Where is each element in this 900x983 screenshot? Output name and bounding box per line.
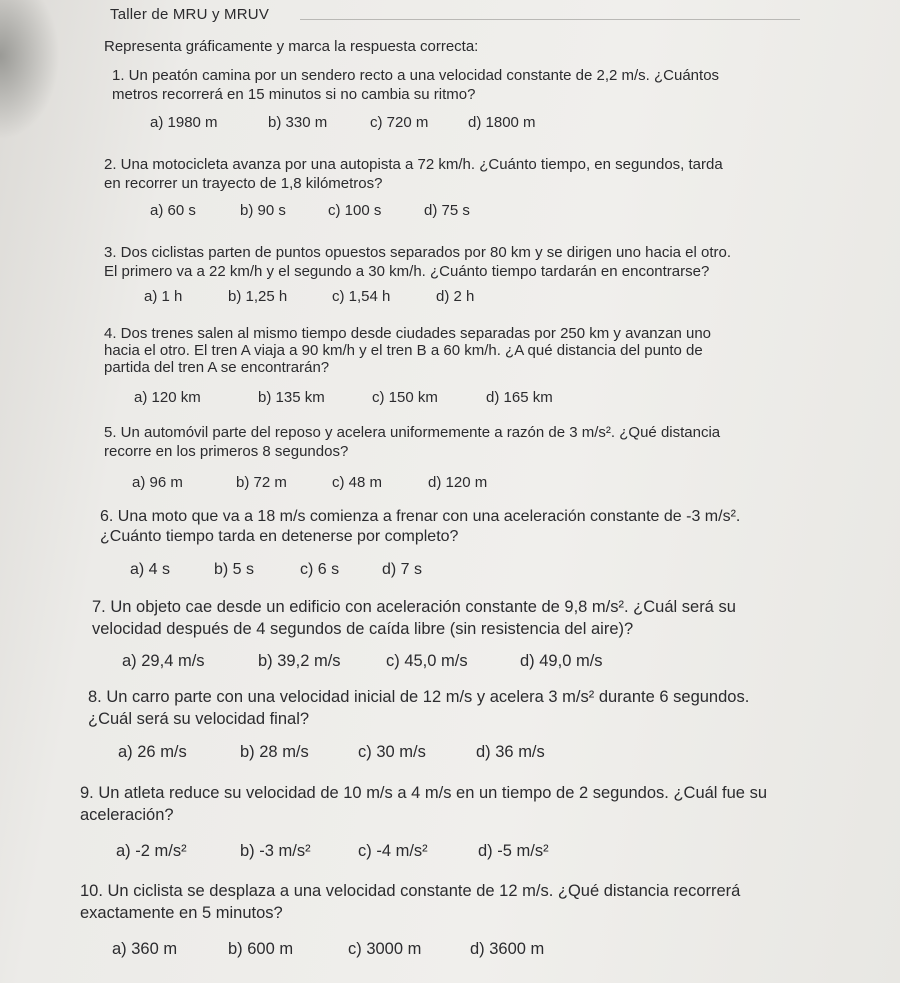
question-line: 1. Un peatón camina por un sendero recto a una velocidad constante de 2,2 m/s. ¿Cuántos <box>112 67 720 84</box>
option-a[interactable]: a) 29,4 m/s <box>122 652 205 670</box>
question-line: El primero va a 22 km/h y el segundo a 30 km/h. ¿Cuánto tiempo tardarán en encontrarse? <box>104 263 710 280</box>
worksheet-title: Taller de MRU y MRUV <box>110 6 270 23</box>
option-c[interactable]: c) 150 km <box>372 389 438 406</box>
option-d[interactable]: d) 75 s <box>424 202 470 219</box>
page-edge-shadow <box>0 0 60 140</box>
option-d[interactable]: d) 7 s <box>382 561 423 578</box>
title-underline <box>300 19 800 20</box>
question-line: 5. Un automóvil parte del reposo y acelera uniformemente a razón de 3 m/s². ¿Qué distancia <box>104 424 721 441</box>
question-line: recorre en los primeros 8 segundos? <box>104 443 349 460</box>
question-line: exactamente en 5 minutos? <box>80 904 283 922</box>
question-line: aceleración? <box>80 806 174 824</box>
option-b[interactable]: b) 1,25 h <box>228 288 288 305</box>
option-d[interactable]: d) 3600 m <box>470 940 545 958</box>
option-b[interactable]: b) 5 s <box>214 561 255 578</box>
option-a[interactable]: a) 1 h <box>144 288 183 305</box>
question-6 <box>100 507 740 547</box>
option-a[interactable]: a) 4 s <box>130 561 171 578</box>
option-a[interactable]: a) 96 m <box>132 474 183 491</box>
option-c[interactable]: c) 48 m <box>332 474 383 491</box>
question-5 <box>104 423 720 461</box>
option-a[interactable]: a) 60 s <box>150 202 196 219</box>
question-4 <box>104 325 711 376</box>
option-d[interactable]: d) -5 m/s² <box>478 842 549 860</box>
question-line: 8. Un carro parte con una velocidad inicial de 12 m/s y acelera 3 m/s² durante 6 segundos. <box>88 688 750 706</box>
option-d[interactable]: d) 120 m <box>428 474 488 491</box>
question-line: 7. Un objeto cae desde un edificio con aceleración constante de 9,8 m/s². ¿Cuál será su <box>92 598 736 616</box>
option-d[interactable]: d) 165 km <box>486 389 553 406</box>
option-a[interactable]: a) 26 m/s <box>118 743 187 761</box>
option-a[interactable]: a) 360 m <box>112 940 178 958</box>
question-9 <box>80 782 767 826</box>
question-3 <box>104 243 731 281</box>
question-line: partida del tren A se encontrarán? <box>104 359 330 376</box>
question-line: en recorrer un trayecto de 1,8 kilómetros? <box>104 175 383 192</box>
option-b[interactable]: b) 28 m/s <box>240 743 309 761</box>
option-a[interactable]: a) 120 km <box>134 389 201 406</box>
question-line: ¿Cuánto tiempo tarda en detenerse por completo? <box>100 528 459 545</box>
question-line: 2. Una motocicleta avanza por una autopista a 72 km/h. ¿Cuánto tiempo, en segundos, tarda <box>104 156 723 173</box>
question-7 <box>92 596 736 640</box>
question-1 <box>112 66 719 104</box>
option-c[interactable]: c) 100 s <box>328 202 382 219</box>
option-c[interactable]: c) 6 s <box>300 561 340 578</box>
option-b[interactable]: b) 135 km <box>258 389 325 406</box>
instructions: Representa gráficamente y marca la respuesta correcta: <box>104 38 479 55</box>
option-b[interactable]: b) 39,2 m/s <box>258 652 341 670</box>
option-a[interactable]: a) 1980 m <box>150 114 218 131</box>
question-2 <box>104 155 723 193</box>
option-c[interactable]: c) 720 m <box>370 114 429 131</box>
question-10 <box>80 880 740 924</box>
option-c[interactable]: c) -4 m/s² <box>358 842 428 860</box>
question-line: 6. Una moto que va a 18 m/s comienza a frenar con una aceleración constante de -3 m/s². <box>100 508 741 525</box>
question-line: velocidad después de 4 segundos de caída libre (sin resistencia del aire)? <box>92 620 634 638</box>
option-c[interactable]: c) 45,0 m/s <box>386 652 468 670</box>
option-d[interactable]: d) 2 h <box>436 288 475 305</box>
question-line: metros recorrerá en 15 minutos si no cambia su ritmo? <box>112 86 476 103</box>
option-a[interactable]: a) -2 m/s² <box>116 842 187 860</box>
question-line: 9. Un atleta reduce su velocidad de 10 m/s a 4 m/s en un tiempo de 2 segundos. ¿Cuál fue su <box>80 784 767 802</box>
option-d[interactable]: d) 36 m/s <box>476 743 545 761</box>
question-line: ¿Cuál será su velocidad final? <box>88 710 310 728</box>
question-8 <box>88 686 749 730</box>
option-d[interactable]: d) 1800 m <box>468 114 536 131</box>
option-d[interactable]: d) 49,0 m/s <box>520 652 603 670</box>
question-line: 3. Dos ciclistas parten de puntos opuestos separados por 80 km y se dirigen uno hacia el otro. <box>104 244 732 261</box>
option-c[interactable]: c) 3000 m <box>348 940 422 958</box>
option-b[interactable]: b) 600 m <box>228 940 294 958</box>
option-b[interactable]: b) 330 m <box>268 114 328 131</box>
option-b[interactable]: b) -3 m/s² <box>240 842 311 860</box>
option-c[interactable]: c) 1,54 h <box>332 288 391 305</box>
option-b[interactable]: b) 72 m <box>236 474 287 491</box>
question-line: hacia el otro. El tren A viaja a 90 km/h y el tren B a 60 km/h. ¿A qué distancia del punto de <box>104 342 703 359</box>
question-line: 4. Dos trenes salen al mismo tiempo desde ciudades separadas por 250 km y avanzan uno <box>104 325 712 342</box>
option-b[interactable]: b) 90 s <box>240 202 286 219</box>
option-c[interactable]: c) 30 m/s <box>358 743 426 761</box>
question-line: 10. Un ciclista se desplaza a una velocidad constante de 12 m/s. ¿Qué distancia recorrerá <box>80 882 741 900</box>
